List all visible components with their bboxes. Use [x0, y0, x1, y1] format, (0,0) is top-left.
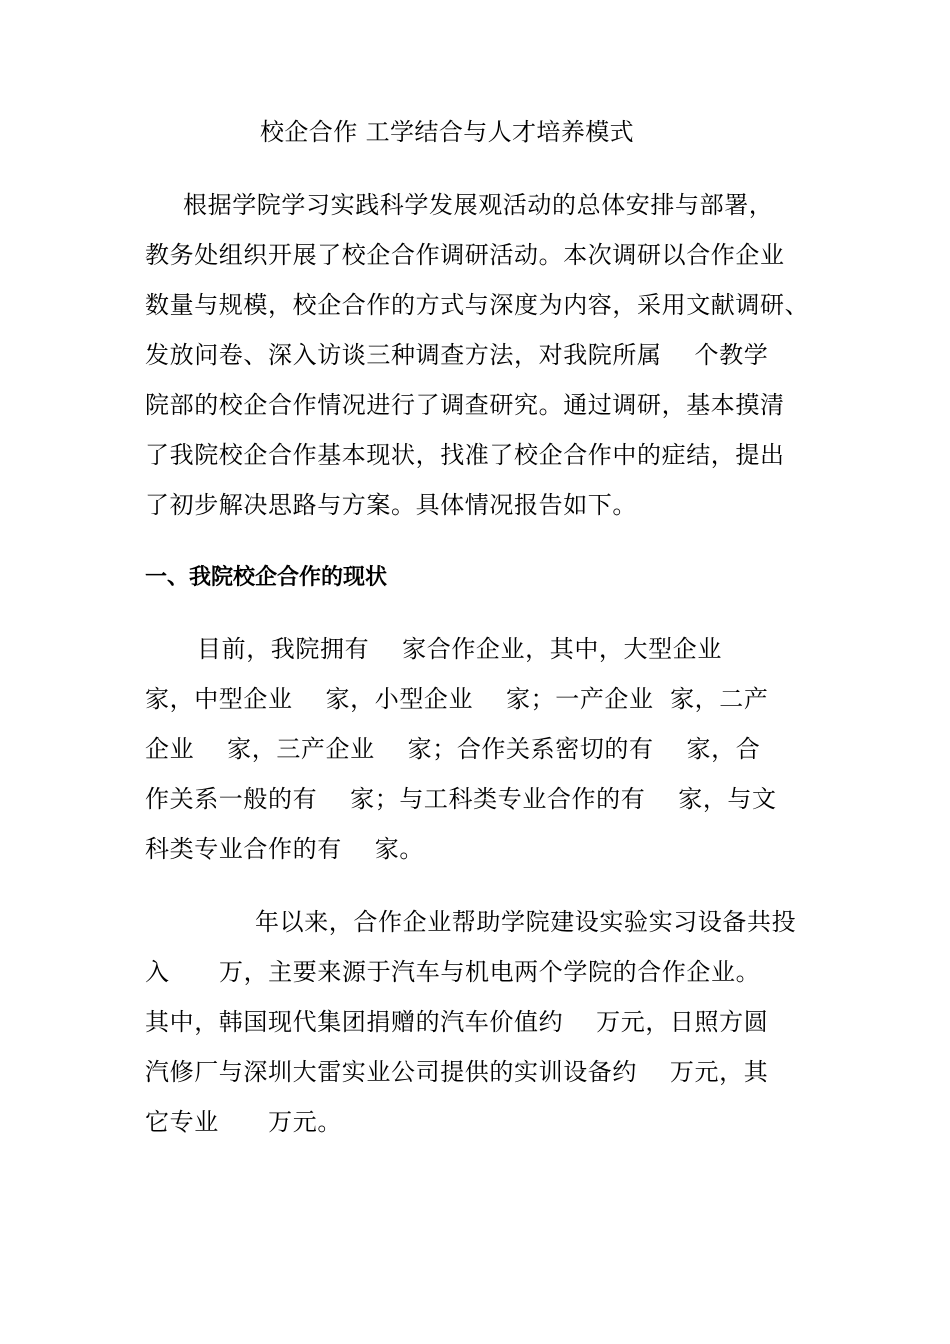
intro-line-7: 了初步解决思路与方案。具体情况报告如下。	[145, 491, 637, 519]
section1-para2-line-1: 年以来，合作企业帮助学院建设实验实习设备共投	[255, 908, 797, 936]
intro-line-3: 数量与规模，校企合作的方式与深度为内容，采用文献调研、	[145, 291, 810, 319]
intro-line-1: 根据学院学习实践科学发展观活动的总体安排与部署，	[183, 191, 774, 219]
section1-para2-line-5: 它专业 万元。	[145, 1108, 342, 1136]
section1-para1-line-2: 家，中型企业 家，小型企业 家；一产企业 家，二产	[145, 685, 769, 713]
intro-line-6: 了我院校企合作基本现状，找准了校企合作中的症结，提出	[145, 441, 785, 469]
section1-para2-line-3: 其中，韩国现代集团捐赠的汽车价值约 万元，日照方圆	[145, 1008, 769, 1036]
section1-para1-line-5: 科类专业合作的有 家。	[145, 835, 424, 863]
section1-para1-line-3: 企业 家，三产企业 家；合作关系密切的有 家，合	[145, 735, 761, 763]
section1-para1-line-1: 目前，我院拥有 家合作企业，其中，大型企业	[197, 635, 722, 663]
intro-line-4: 发放问卷、深入访谈三种调查方法，对我院所属 个教学	[145, 341, 769, 369]
document-title: 校企合作 工学结合与人才培养模式	[260, 118, 635, 146]
section-heading: 一、我院校企合作的现状	[145, 565, 388, 590]
intro-line-5: 院部的校企合作情况进行了调查研究。通过调研，基本摸清	[145, 391, 785, 419]
intro-line-2: 教务处组织开展了校企合作调研活动。本次调研以合作企业	[145, 241, 785, 269]
section1-para2-line-2: 入 万，主要来源于汽车与机电两个学院的合作企业。	[145, 958, 761, 986]
section1-para1-line-4: 作关系一般的有 家；与工科类专业合作的有 家，与文	[145, 785, 777, 813]
section1-para2-line-4: 汽修厂与深圳大雷实业公司提供的实训设备约 万元，其	[145, 1058, 769, 1086]
